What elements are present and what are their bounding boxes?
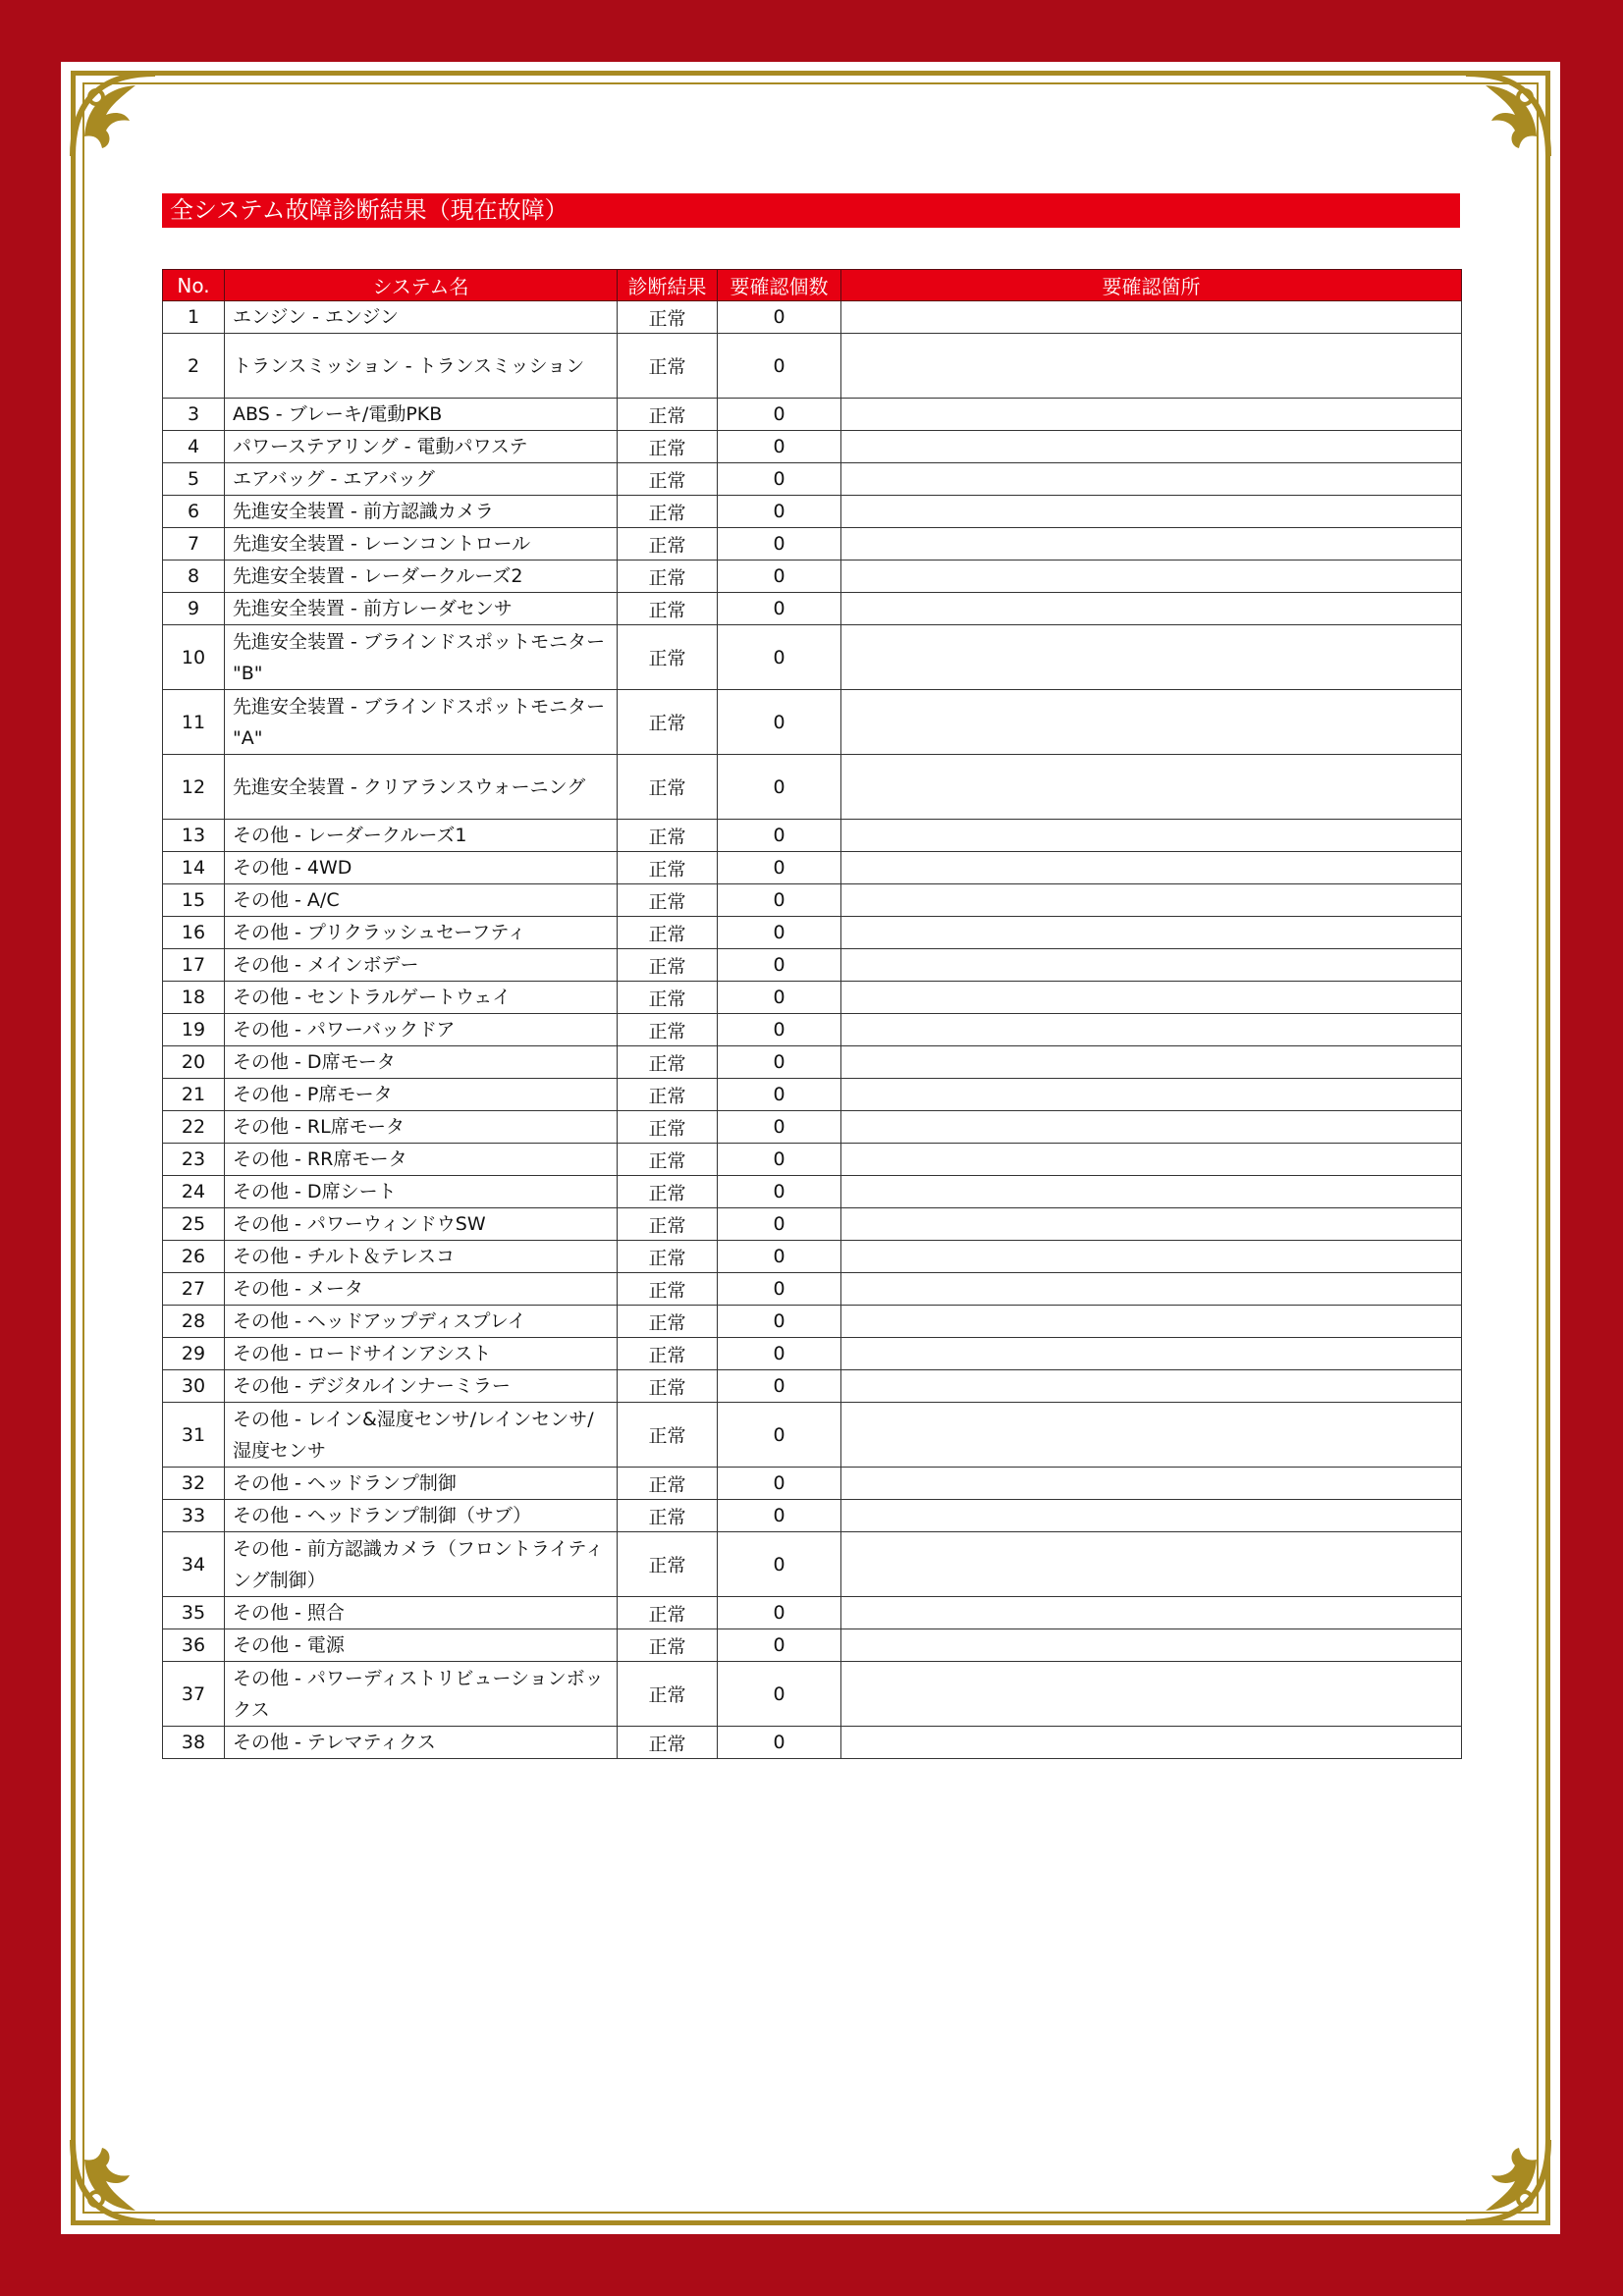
row-number: 37 <box>163 1662 225 1727</box>
row-system-name: 先進安全装置 - ブラインドスポットモニター "B" <box>225 625 618 690</box>
table-row <box>163 1532 1462 1597</box>
row-diagnosis-result: 正常 <box>618 1403 718 1468</box>
row-check-location <box>841 852 1462 884</box>
row-diagnosis-result: 正常 <box>618 1370 718 1403</box>
row-check-count: 0 <box>718 1629 841 1662</box>
row-diagnosis-result: 正常 <box>618 561 718 593</box>
row-check-location <box>841 1629 1462 1662</box>
row-system-name: その他 - D席モータ <box>225 1046 618 1079</box>
row-check-location <box>841 1370 1462 1403</box>
row-diagnosis-result: 正常 <box>618 1662 718 1727</box>
table-row <box>163 1662 1462 1727</box>
table-row <box>163 431 1462 463</box>
table-row <box>163 1208 1462 1241</box>
row-check-count: 0 <box>718 1468 841 1500</box>
row-diagnosis-result: 正常 <box>618 1176 718 1208</box>
table-row <box>163 1176 1462 1208</box>
row-check-location <box>841 496 1462 528</box>
row-system-name: その他 - パワーウィンドウSW <box>225 1208 618 1241</box>
row-system-name: その他 - ロードサインアシスト <box>225 1338 618 1370</box>
corner-ornament-icon <box>1460 2134 1554 2228</box>
row-number: 20 <box>163 1046 225 1079</box>
row-diagnosis-result: 正常 <box>618 949 718 982</box>
row-check-count: 0 <box>718 852 841 884</box>
table-row <box>163 917 1462 949</box>
row-number: 26 <box>163 1241 225 1273</box>
row-check-count: 0 <box>718 561 841 593</box>
row-system-name: その他 - チルト＆テレスコ <box>225 1241 618 1273</box>
row-diagnosis-result: 正常 <box>618 1468 718 1500</box>
table-row <box>163 463 1462 496</box>
row-check-location <box>841 1338 1462 1370</box>
row-system-name: その他 - ヘッドランプ制御 <box>225 1468 618 1500</box>
table-row <box>163 1014 1462 1046</box>
row-diagnosis-result: 正常 <box>618 1306 718 1338</box>
row-number: 17 <box>163 949 225 982</box>
row-system-name: その他 - セントラルゲートウェイ <box>225 982 618 1014</box>
row-diagnosis-result: 正常 <box>618 301 718 334</box>
row-system-name: エアバッグ - エアバッグ <box>225 463 618 496</box>
row-number: 27 <box>163 1273 225 1306</box>
row-number: 35 <box>163 1597 225 1629</box>
row-system-name: 先進安全装置 - 前方認識カメラ <box>225 496 618 528</box>
row-number: 3 <box>163 399 225 431</box>
row-check-location <box>841 690 1462 755</box>
row-check-count: 0 <box>718 755 841 820</box>
row-number: 16 <box>163 917 225 949</box>
section-title: 全システム故障診断結果（現在故障） <box>162 193 1460 228</box>
row-check-count: 0 <box>718 431 841 463</box>
row-system-name: その他 - P席モータ <box>225 1079 618 1111</box>
row-number: 14 <box>163 852 225 884</box>
row-check-count: 0 <box>718 949 841 982</box>
row-check-count: 0 <box>718 1727 841 1759</box>
row-diagnosis-result: 正常 <box>618 1079 718 1111</box>
row-system-name: 先進安全装置 - レーダークルーズ2 <box>225 561 618 593</box>
row-check-location <box>841 1662 1462 1727</box>
row-system-name: 先進安全装置 - クリアランスウォーニング <box>225 755 618 820</box>
row-check-location <box>841 1532 1462 1597</box>
row-diagnosis-result: 正常 <box>618 1597 718 1629</box>
row-system-name: 先進安全装置 - レーンコントロール <box>225 528 618 561</box>
row-check-location <box>841 1241 1462 1273</box>
row-system-name: エンジン - エンジン <box>225 301 618 334</box>
row-number: 10 <box>163 625 225 690</box>
row-system-name: トランスミッション - トランスミッション <box>225 334 618 399</box>
row-number: 24 <box>163 1176 225 1208</box>
header-check-count: 要確認個数 <box>718 270 841 301</box>
row-check-count: 0 <box>718 1241 841 1273</box>
table-row <box>163 1629 1462 1662</box>
row-diagnosis-result: 正常 <box>618 1208 718 1241</box>
table-row <box>163 852 1462 884</box>
header-diagnosis-result: 診断結果 <box>618 270 718 301</box>
row-number: 15 <box>163 884 225 917</box>
table-row <box>163 528 1462 561</box>
row-system-name: その他 - D席シート <box>225 1176 618 1208</box>
row-diagnosis-result: 正常 <box>618 625 718 690</box>
row-system-name: その他 - レイン&湿度センサ/レインセンサ/湿度センサ <box>225 1403 618 1468</box>
row-diagnosis-result: 正常 <box>618 1111 718 1144</box>
table-row <box>163 496 1462 528</box>
row-system-name: その他 - レーダークルーズ1 <box>225 820 618 852</box>
row-system-name: その他 - RL席モータ <box>225 1111 618 1144</box>
row-diagnosis-result: 正常 <box>618 334 718 399</box>
row-check-location <box>841 1046 1462 1079</box>
row-check-count: 0 <box>718 1403 841 1468</box>
row-number: 9 <box>163 593 225 625</box>
row-system-name: その他 - メータ <box>225 1273 618 1306</box>
row-number: 18 <box>163 982 225 1014</box>
table-row <box>163 625 1462 690</box>
row-number: 6 <box>163 496 225 528</box>
row-number: 29 <box>163 1338 225 1370</box>
row-number: 13 <box>163 820 225 852</box>
row-check-count: 0 <box>718 1370 841 1403</box>
table-row <box>163 1500 1462 1532</box>
row-number: 11 <box>163 690 225 755</box>
row-number: 31 <box>163 1403 225 1468</box>
row-system-name: その他 - A/C <box>225 884 618 917</box>
row-diagnosis-result: 正常 <box>618 917 718 949</box>
row-system-name: 先進安全装置 - ブラインドスポットモニター "A" <box>225 690 618 755</box>
table-body <box>163 301 1462 1759</box>
row-check-location <box>841 431 1462 463</box>
table-row <box>163 982 1462 1014</box>
row-check-location <box>841 1727 1462 1759</box>
table-row <box>163 593 1462 625</box>
row-check-location <box>841 884 1462 917</box>
row-check-count: 0 <box>718 1662 841 1727</box>
row-number: 7 <box>163 528 225 561</box>
table-row <box>163 1273 1462 1306</box>
row-diagnosis-result: 正常 <box>618 593 718 625</box>
table-row <box>163 1079 1462 1111</box>
table-row <box>163 1468 1462 1500</box>
row-check-count: 0 <box>718 1500 841 1532</box>
table-row <box>163 561 1462 593</box>
row-system-name: その他 - 4WD <box>225 852 618 884</box>
row-check-location <box>841 1208 1462 1241</box>
row-check-count: 0 <box>718 982 841 1014</box>
row-check-count: 0 <box>718 1111 841 1144</box>
row-check-count: 0 <box>718 1306 841 1338</box>
row-check-count: 0 <box>718 1532 841 1597</box>
row-number: 34 <box>163 1532 225 1597</box>
row-system-name: その他 - ヘッドアップディスプレイ <box>225 1306 618 1338</box>
row-check-count: 0 <box>718 399 841 431</box>
row-check-location <box>841 755 1462 820</box>
row-check-location <box>841 949 1462 982</box>
header-check-location: 要確認箇所 <box>841 270 1462 301</box>
row-number: 1 <box>163 301 225 334</box>
row-check-location <box>841 1144 1462 1176</box>
row-system-name: ABS - ブレーキ/電動PKB <box>225 399 618 431</box>
row-number: 19 <box>163 1014 225 1046</box>
row-check-count: 0 <box>718 593 841 625</box>
row-number: 21 <box>163 1079 225 1111</box>
row-system-name: 先進安全装置 - 前方レーダセンサ <box>225 593 618 625</box>
row-check-location <box>841 1079 1462 1111</box>
row-number: 30 <box>163 1370 225 1403</box>
row-system-name: その他 - RR席モータ <box>225 1144 618 1176</box>
row-diagnosis-result: 正常 <box>618 1014 718 1046</box>
row-check-location <box>841 1273 1462 1306</box>
row-diagnosis-result: 正常 <box>618 852 718 884</box>
row-diagnosis-result: 正常 <box>618 1273 718 1306</box>
table-header-row <box>163 270 1462 301</box>
row-check-location <box>841 399 1462 431</box>
row-number: 33 <box>163 1500 225 1532</box>
row-number: 38 <box>163 1727 225 1759</box>
row-number: 2 <box>163 334 225 399</box>
table-row <box>163 1111 1462 1144</box>
row-system-name: パワーステアリング - 電動パワステ <box>225 431 618 463</box>
header-system-name: システム名 <box>225 270 618 301</box>
table-row <box>163 1727 1462 1759</box>
row-diagnosis-result: 正常 <box>618 1338 718 1370</box>
row-diagnosis-result: 正常 <box>618 1629 718 1662</box>
row-check-location <box>841 1111 1462 1144</box>
row-check-count: 0 <box>718 301 841 334</box>
row-check-location <box>841 1500 1462 1532</box>
row-diagnosis-result: 正常 <box>618 690 718 755</box>
row-check-count: 0 <box>718 528 841 561</box>
row-system-name: その他 - デジタルインナーミラー <box>225 1370 618 1403</box>
row-check-count: 0 <box>718 1597 841 1629</box>
row-diagnosis-result: 正常 <box>618 884 718 917</box>
row-check-location <box>841 625 1462 690</box>
row-check-count: 0 <box>718 1079 841 1111</box>
row-check-location <box>841 561 1462 593</box>
row-check-location <box>841 463 1462 496</box>
row-system-name: その他 - メインボデー <box>225 949 618 982</box>
row-check-location <box>841 301 1462 334</box>
row-check-location <box>841 334 1462 399</box>
row-check-count: 0 <box>718 1176 841 1208</box>
row-number: 12 <box>163 755 225 820</box>
row-system-name: その他 - プリクラッシュセーフティ <box>225 917 618 949</box>
row-check-location <box>841 1176 1462 1208</box>
table-row <box>163 1370 1462 1403</box>
row-system-name: その他 - パワーバックドア <box>225 1014 618 1046</box>
table-row <box>163 1144 1462 1176</box>
row-system-name: その他 - 電源 <box>225 1629 618 1662</box>
row-check-location <box>841 528 1462 561</box>
table-row <box>163 1046 1462 1079</box>
table-row <box>163 884 1462 917</box>
row-number: 5 <box>163 463 225 496</box>
row-diagnosis-result: 正常 <box>618 528 718 561</box>
row-diagnosis-result: 正常 <box>618 1727 718 1759</box>
row-check-count: 0 <box>718 1338 841 1370</box>
row-diagnosis-result: 正常 <box>618 982 718 1014</box>
row-diagnosis-result: 正常 <box>618 755 718 820</box>
corner-ornament-icon <box>67 68 161 162</box>
row-check-count: 0 <box>718 820 841 852</box>
table-row <box>163 301 1462 334</box>
row-system-name: その他 - 照合 <box>225 1597 618 1629</box>
row-number: 25 <box>163 1208 225 1241</box>
row-diagnosis-result: 正常 <box>618 1241 718 1273</box>
row-diagnosis-result: 正常 <box>618 399 718 431</box>
table-row <box>163 1306 1462 1338</box>
table-row <box>163 1241 1462 1273</box>
row-check-location <box>841 1403 1462 1468</box>
row-check-count: 0 <box>718 917 841 949</box>
row-number: 8 <box>163 561 225 593</box>
row-number: 32 <box>163 1468 225 1500</box>
row-check-count: 0 <box>718 690 841 755</box>
row-check-location <box>841 1014 1462 1046</box>
table-row <box>163 1338 1462 1370</box>
table-row <box>163 755 1462 820</box>
row-diagnosis-result: 正常 <box>618 431 718 463</box>
row-check-count: 0 <box>718 1208 841 1241</box>
row-check-count: 0 <box>718 884 841 917</box>
row-number: 22 <box>163 1111 225 1144</box>
row-check-count: 0 <box>718 625 841 690</box>
row-check-count: 0 <box>718 334 841 399</box>
corner-ornament-icon <box>67 2134 161 2228</box>
table-row <box>163 334 1462 399</box>
row-check-location <box>841 820 1462 852</box>
table-row <box>163 399 1462 431</box>
table-row <box>163 820 1462 852</box>
row-check-count: 0 <box>718 1273 841 1306</box>
row-diagnosis-result: 正常 <box>618 820 718 852</box>
row-system-name: その他 - テレマティクス <box>225 1727 618 1759</box>
row-check-location <box>841 1597 1462 1629</box>
row-system-name: その他 - 前方認識カメラ（フロントライティング制御） <box>225 1532 618 1597</box>
row-number: 28 <box>163 1306 225 1338</box>
row-number: 36 <box>163 1629 225 1662</box>
table-row <box>163 949 1462 982</box>
row-diagnosis-result: 正常 <box>618 1144 718 1176</box>
row-check-count: 0 <box>718 1014 841 1046</box>
row-check-count: 0 <box>718 1144 841 1176</box>
diagnosis-table <box>162 269 1462 1759</box>
row-system-name: その他 - パワーディストリビューションボックス <box>225 1662 618 1727</box>
row-diagnosis-result: 正常 <box>618 496 718 528</box>
row-check-location <box>841 1468 1462 1500</box>
row-check-location <box>841 1306 1462 1338</box>
row-check-location <box>841 593 1462 625</box>
row-check-count: 0 <box>718 496 841 528</box>
row-number: 4 <box>163 431 225 463</box>
row-diagnosis-result: 正常 <box>618 1046 718 1079</box>
table-row <box>163 1403 1462 1468</box>
row-number: 23 <box>163 1144 225 1176</box>
row-check-count: 0 <box>718 1046 841 1079</box>
row-diagnosis-result: 正常 <box>618 1500 718 1532</box>
header-no: No. <box>163 270 225 301</box>
corner-ornament-icon <box>1460 68 1554 162</box>
row-check-count: 0 <box>718 463 841 496</box>
row-check-location <box>841 982 1462 1014</box>
table-row <box>163 690 1462 755</box>
row-system-name: その他 - ヘッドランプ制御（サブ） <box>225 1500 618 1532</box>
table-row <box>163 1597 1462 1629</box>
row-diagnosis-result: 正常 <box>618 1532 718 1597</box>
row-diagnosis-result: 正常 <box>618 463 718 496</box>
row-check-location <box>841 917 1462 949</box>
